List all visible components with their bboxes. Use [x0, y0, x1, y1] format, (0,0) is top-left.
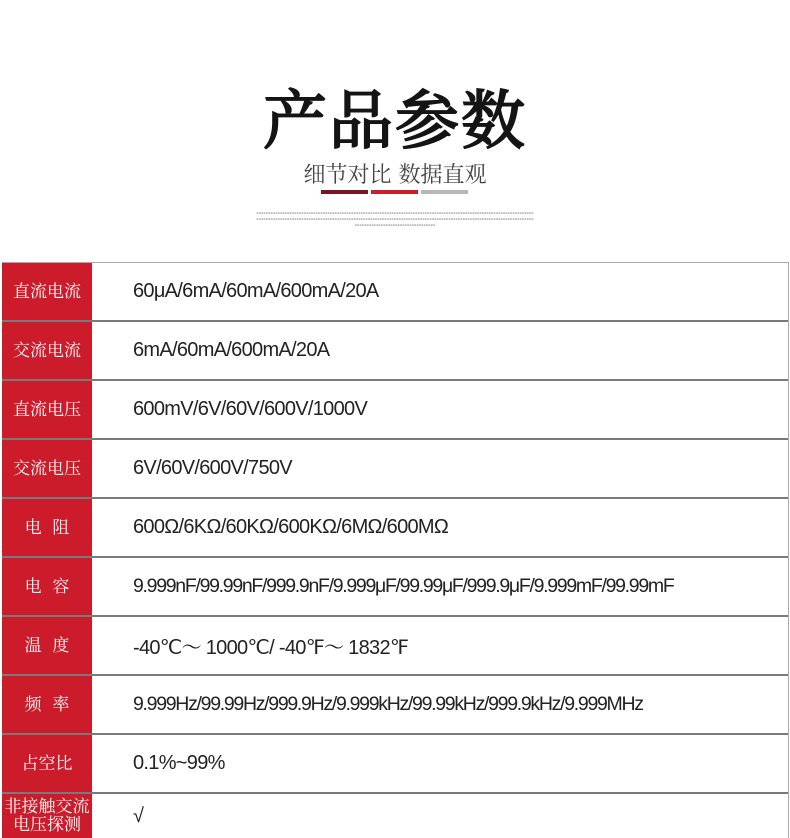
table-row — [2, 322, 788, 381]
row-label: 交流电压 — [2, 440, 92, 497]
page-title: 产品参数 — [263, 85, 527, 159]
decorative-bar-1 — [321, 190, 368, 194]
table-row — [2, 263, 788, 322]
spec-table — [2, 262, 789, 838]
row-value: 60μA/6mA/60mA/600mA/20A — [133, 280, 379, 302]
decorative-fine-text-line: ▪▪▪▪▪▪▪▪▪▪▪▪▪▪▪▪▪▪▪▪▪▪▪▪▪▪▪▪▪▪▪▪▪▪▪▪▪▪▪▪▪▪▪▪▪▪▪▪▪▪▪▪▪▪▪▪▪▪▪▪▪▪▪▪▪▪▪▪▪▪▪▪▪▪▪▪▪▪▪▪▪▪▪▪▪▪▪▪▪▪▪▪▪▪▪▪▪▪▪▪▪▪▪▪▪▪▪▪▪▪▪▪▪▪▪▪▪ — [256, 217, 534, 221]
row-label: 电 容 — [2, 558, 92, 615]
table-row — [2, 676, 788, 735]
table-row — [2, 735, 788, 794]
row-value: 6V/60V/600V/750V — [133, 457, 292, 479]
row-label: 非接触交流 电压探测 — [2, 794, 92, 838]
row-label: 占空比 — [2, 735, 92, 792]
table-row — [2, 617, 788, 676]
table-row — [2, 499, 788, 558]
table-row — [2, 440, 788, 499]
row-value: 0.1%~99% — [133, 752, 225, 774]
decorative-bar-3 — [421, 190, 468, 194]
row-value: √ — [133, 804, 144, 827]
row-value: 600Ω/6KΩ/60KΩ/600KΩ/6MΩ/600MΩ — [133, 516, 449, 538]
row-label: 直流电流 — [2, 263, 92, 320]
row-value: 600mV/6V/60V/600V/1000V — [133, 398, 368, 420]
decorative-fine-text-line: ▪▪▪▪▪▪▪▪▪▪▪▪▪▪▪▪▪▪▪▪▪▪▪▪▪▪▪▪▪▪▪▪▪▪▪▪▪▪▪▪▪▪▪▪▪▪▪▪▪▪▪▪▪▪▪▪▪▪▪▪▪▪▪▪▪▪▪▪▪▪▪▪▪▪▪▪▪▪▪▪▪▪▪▪▪▪▪▪▪▪▪▪▪▪▪▪▪▪▪▪▪▪▪▪▪▪▪▪▪▪▪▪▪▪▪▪▪ — [256, 211, 534, 215]
row-value: -40℃～ 1000℃/ -40℉～ 1832℉ — [133, 637, 409, 659]
table-row — [2, 794, 788, 838]
decorative-bars — [321, 190, 469, 194]
row-label: 温 度 — [2, 617, 92, 674]
page-subtitle: 细节对比 数据直观 — [303, 163, 487, 188]
table-row — [2, 381, 788, 440]
row-value: 9.999nF/99.99nF/999.9nF/9.999μF/99.99μF/999.9μF/9.999mF/99.99mF — [133, 575, 674, 597]
decorative-fine-text-line: ▪▪▪▪▪▪▪▪▪▪▪▪▪▪▪▪▪▪▪▪▪▪▪▪▪▪▪▪▪▪▪▪▪▪ — [354, 223, 436, 227]
table-row — [2, 558, 788, 617]
row-value: 9.999Hz/99.99Hz/999.9Hz/9.999kHz/99.99kHz/999.9kHz/9.999MHz — [133, 693, 643, 715]
row-label: 频 率 — [2, 676, 92, 733]
row-label: 交流电流 — [2, 322, 92, 379]
header — [0, 0, 790, 262]
decorative-bar-2 — [371, 190, 418, 194]
row-value: 6mA/60mA/600mA/20A — [133, 339, 330, 361]
row-label: 电 阻 — [2, 499, 92, 556]
row-label: 直流电压 — [2, 381, 92, 438]
